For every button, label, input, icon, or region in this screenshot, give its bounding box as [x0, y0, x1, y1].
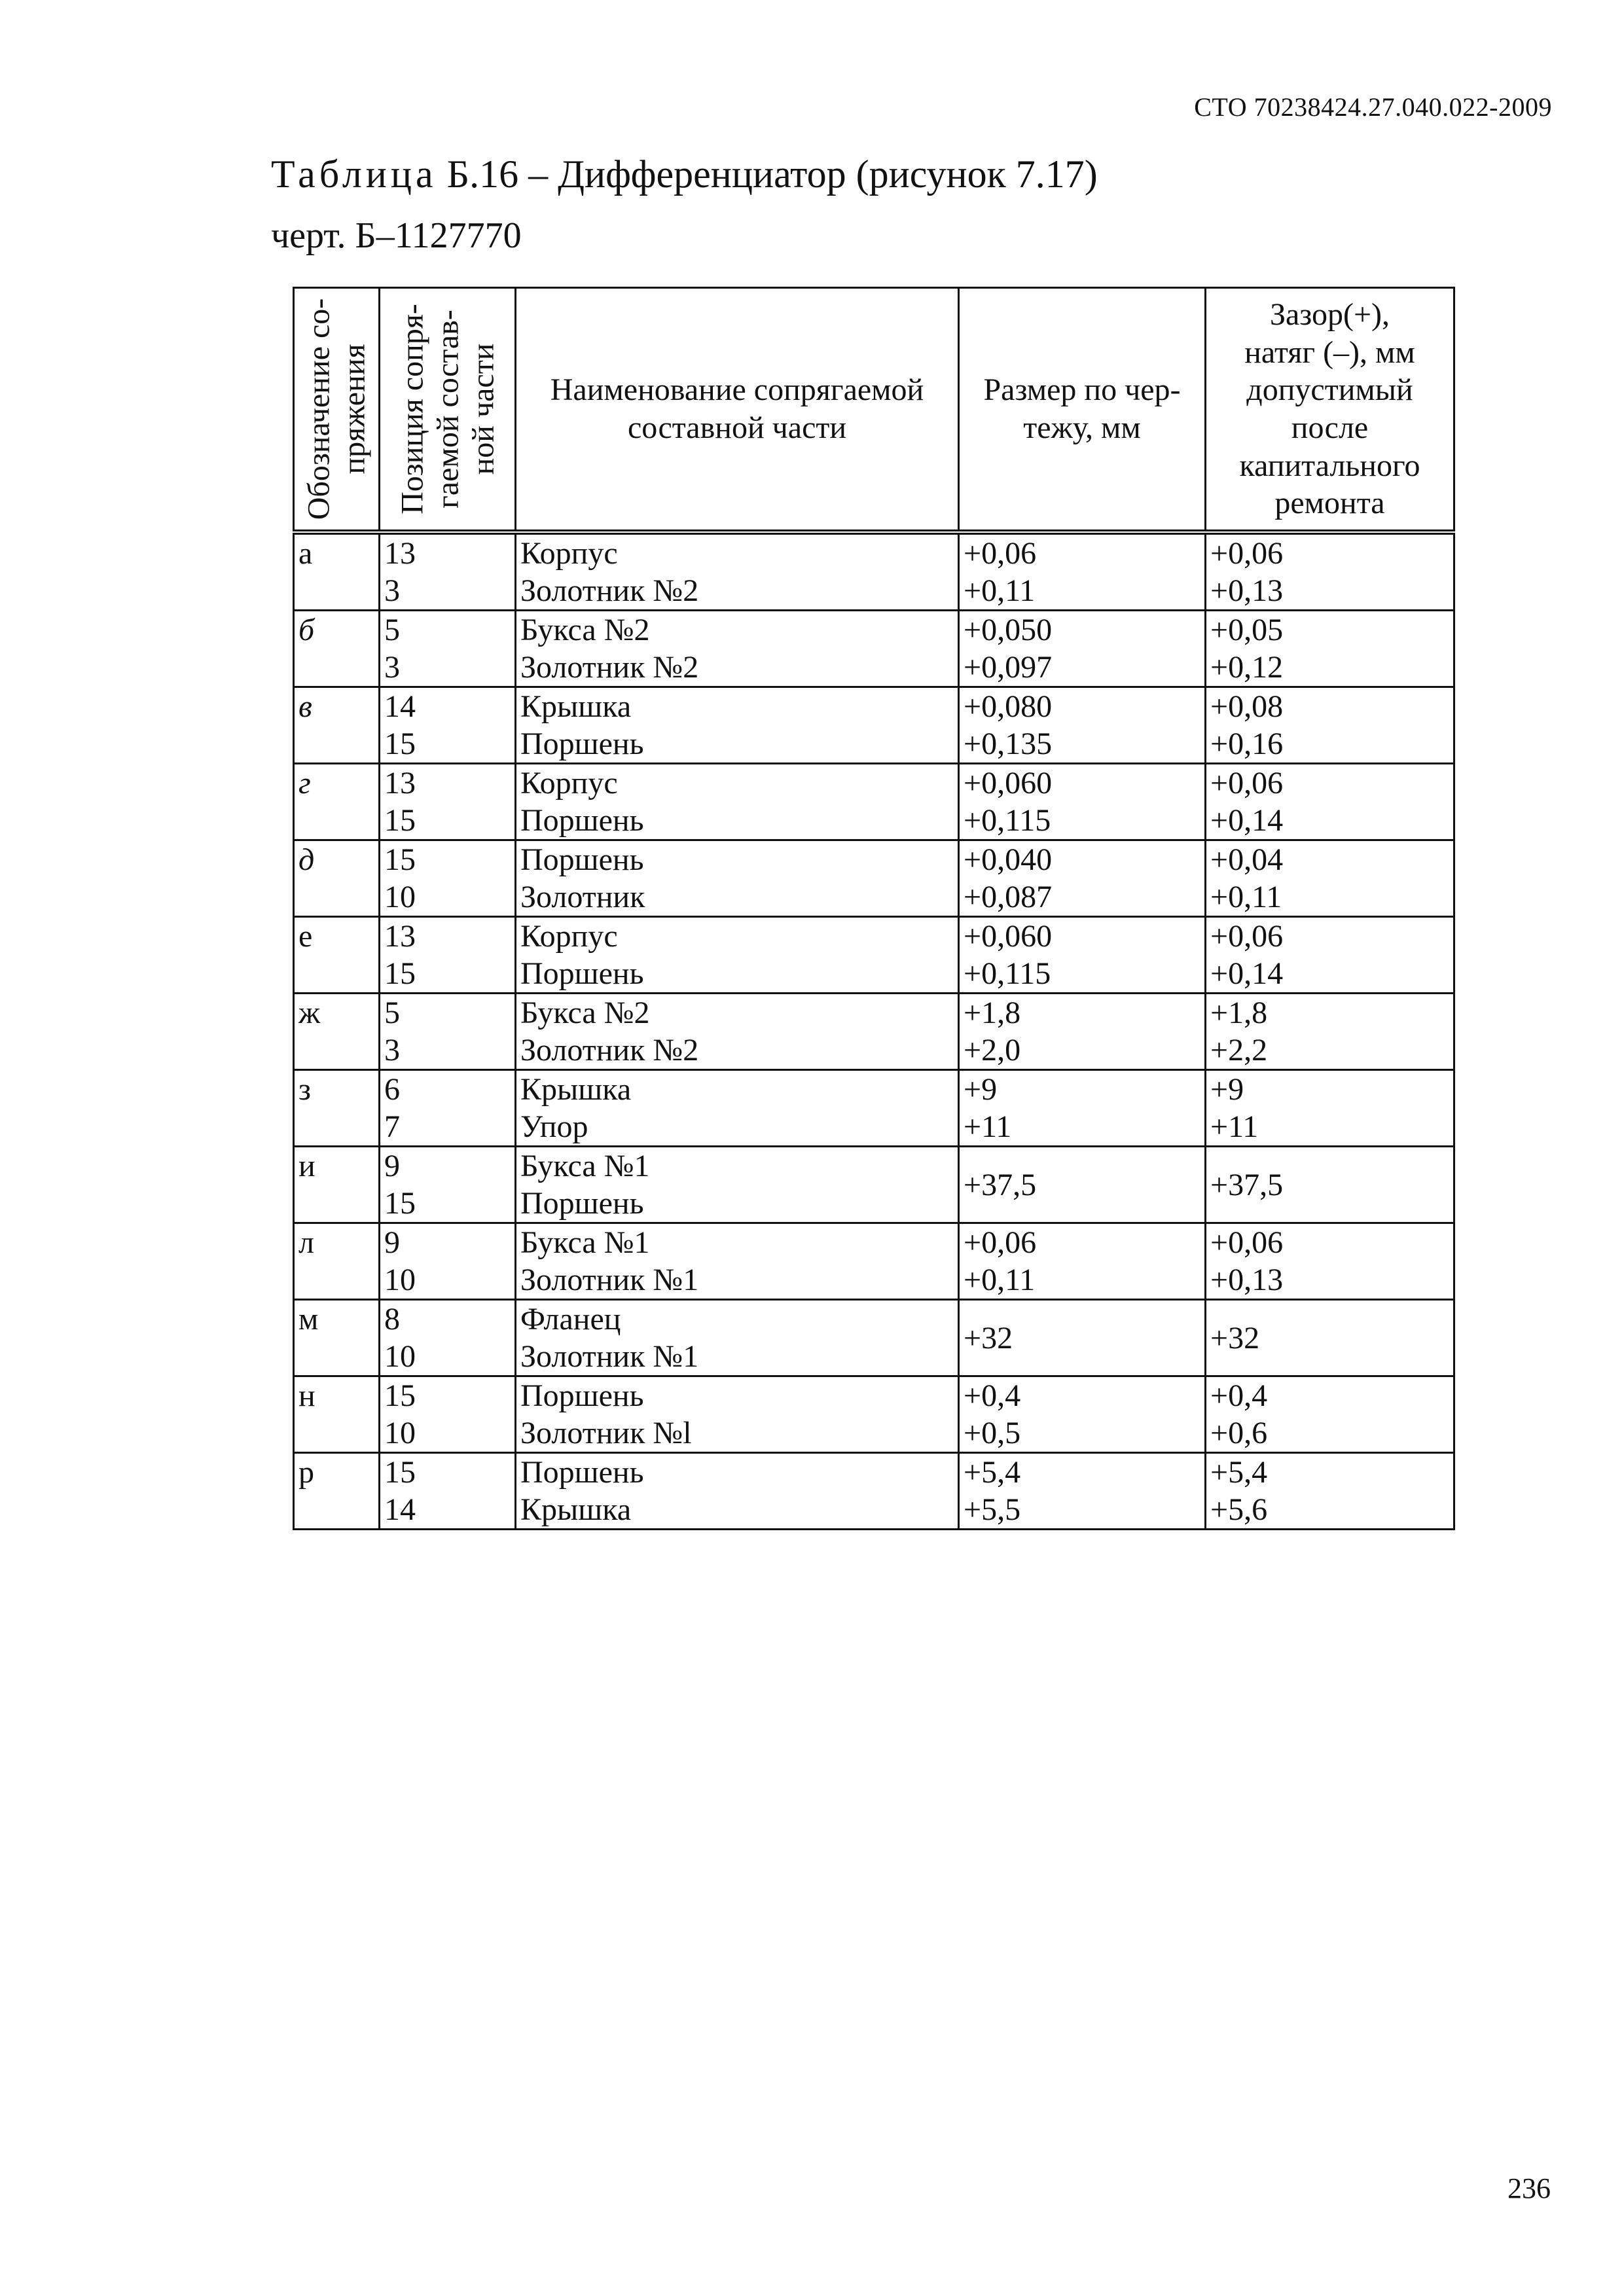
clear-value: +0,04 — [1210, 842, 1284, 877]
cell-code — [294, 917, 380, 994]
names-value: Поршень — [520, 956, 644, 991]
clear-value: +5,4 — [1210, 1455, 1268, 1490]
clear-value: +2,2 — [1210, 1033, 1268, 1067]
clear-value: +0,05 — [1210, 613, 1284, 647]
header-allowed-clearance-line: натяг (–), мм — [1244, 334, 1415, 370]
header-joint-code-line: Обозначение со- — [301, 298, 336, 520]
names-value: Фланец — [520, 1302, 621, 1336]
header-allowed-clearance-line: после — [1291, 410, 1369, 445]
clear-value: +0,13 — [1210, 1263, 1284, 1297]
cell-size — [959, 1147, 1206, 1223]
cell-clear — [1206, 1300, 1454, 1376]
pos-value: 15 — [384, 803, 416, 838]
cell-pos — [380, 1070, 516, 1147]
clear-value: +5,6 — [1210, 1492, 1268, 1527]
names-value: Золотник — [520, 880, 645, 914]
names-value: Поршень — [520, 1378, 644, 1413]
header-allowed-clearance — [1206, 288, 1454, 533]
size-value: +32 — [964, 1320, 1013, 1355]
cell-clear — [1206, 1453, 1454, 1530]
cell-names — [516, 532, 959, 611]
size-value: +0,080 — [964, 689, 1053, 724]
clear-value: +0,06 — [1210, 1225, 1284, 1260]
pos-value: 15 — [384, 1378, 416, 1413]
names-value: Золотник №1 — [520, 1339, 699, 1374]
size-value: +1,8 — [964, 996, 1021, 1030]
cell-names — [516, 1223, 959, 1300]
cell-code — [294, 1376, 380, 1453]
table-row — [294, 1147, 1454, 1223]
size-value: +0,5 — [964, 1416, 1021, 1450]
cell-names — [516, 1453, 959, 1530]
size-value: +0,087 — [964, 880, 1053, 914]
cell-names — [516, 994, 959, 1070]
clear-value: +0,06 — [1210, 766, 1284, 800]
clear-value: +9 — [1210, 1072, 1244, 1107]
clear-value: +0,6 — [1210, 1416, 1268, 1450]
cell-size — [959, 1223, 1206, 1300]
cell-names — [516, 1147, 959, 1223]
size-value: +0,115 — [964, 803, 1051, 838]
cell-pos — [380, 1147, 516, 1223]
table-row — [294, 1223, 1454, 1300]
names-value: Золотник №2 — [520, 650, 699, 685]
size-value: +0,060 — [964, 919, 1053, 954]
pos-value: 3 — [384, 650, 400, 685]
code-value: г — [298, 766, 311, 800]
table-row — [294, 687, 1454, 764]
clear-value: +32 — [1210, 1320, 1260, 1355]
pos-value: 13 — [384, 766, 416, 800]
size-value: +0,050 — [964, 613, 1053, 647]
code-value: и — [298, 1149, 316, 1183]
header-allowed-clearance-line: капитального — [1239, 448, 1420, 483]
cell-clear — [1206, 1223, 1454, 1300]
cell-size — [959, 611, 1206, 687]
names-value: Золотник №2 — [520, 573, 699, 608]
pos-value: 7 — [384, 1109, 400, 1144]
header-part-name-line: Наименование сопрягаемой — [550, 372, 924, 408]
clear-value: +37,5 — [1210, 1167, 1284, 1202]
cell-clear — [1206, 611, 1454, 687]
cell-pos — [380, 1376, 516, 1453]
pos-value: 3 — [384, 1033, 400, 1067]
cell-clear — [1206, 994, 1454, 1070]
pos-value: 9 — [384, 1225, 400, 1260]
code-value: л — [298, 1225, 314, 1260]
table-row — [294, 611, 1454, 687]
size-value: +9 — [964, 1072, 998, 1107]
clearance-table — [293, 287, 1455, 1530]
clear-value: +0,06 — [1210, 919, 1284, 954]
pos-value: 10 — [384, 1416, 416, 1450]
names-value: Поршень — [520, 842, 644, 877]
pos-value: 13 — [384, 536, 416, 571]
table-row — [294, 994, 1454, 1070]
names-value: Букса №1 — [520, 1225, 650, 1260]
table-row — [294, 840, 1454, 917]
header-allowed-clearance-line: допустимый — [1246, 372, 1413, 408]
names-value: Букса №2 — [520, 613, 650, 647]
clear-value: +0,08 — [1210, 689, 1284, 724]
cell-pos — [380, 532, 516, 611]
header-drawing-size-line: Размер по чер- — [983, 372, 1181, 408]
cell-pos — [380, 687, 516, 764]
page-number: 236 — [1507, 2172, 1551, 2204]
size-value: +0,040 — [964, 842, 1053, 877]
table-row — [294, 1376, 1454, 1453]
cell-code — [294, 687, 380, 764]
table-title-text: Б.16 – Дифференциатор (рисунок 7.17) — [446, 152, 1098, 196]
header-part-position — [380, 288, 516, 533]
cell-names — [516, 1376, 959, 1453]
cell-clear — [1206, 764, 1454, 840]
names-value: Крышка — [520, 689, 632, 724]
names-value: Поршень — [520, 803, 644, 838]
clear-value: +0,12 — [1210, 650, 1284, 685]
cell-names — [516, 764, 959, 840]
header-part-name-line: составной части — [627, 410, 847, 445]
cell-size — [959, 994, 1206, 1070]
names-value: Поршень — [520, 726, 644, 761]
cell-code — [294, 1147, 380, 1223]
header-allowed-clearance-line: Зазор(+), — [1269, 297, 1390, 332]
names-value: Поршень — [520, 1186, 644, 1221]
cell-clear — [1206, 1147, 1454, 1223]
code-value: ж — [298, 996, 321, 1030]
header-part-position-line: ной части — [465, 343, 500, 475]
cell-pos — [380, 1300, 516, 1376]
table-row — [294, 1453, 1454, 1530]
size-value: +0,4 — [964, 1378, 1021, 1413]
size-value: +5,5 — [964, 1492, 1021, 1527]
cell-names — [516, 917, 959, 994]
header-part-position-line: гаемой состав- — [429, 310, 465, 509]
cell-code — [294, 840, 380, 917]
pos-value: 6 — [384, 1072, 400, 1107]
pos-value: 14 — [384, 1492, 416, 1527]
code-value: е — [298, 919, 313, 954]
size-value: +0,115 — [964, 956, 1051, 991]
cell-size — [959, 1453, 1206, 1530]
names-value: Поршень — [520, 1455, 644, 1490]
size-value: +0,11 — [964, 1263, 1036, 1297]
cell-pos — [380, 917, 516, 994]
cell-code — [294, 532, 380, 611]
size-value: +0,060 — [964, 766, 1053, 800]
pos-value: 10 — [384, 1263, 416, 1297]
pos-value: 13 — [384, 919, 416, 954]
pos-value: 15 — [384, 1186, 416, 1221]
cell-names — [516, 840, 959, 917]
cell-names — [516, 1300, 959, 1376]
pos-value: 8 — [384, 1302, 400, 1336]
table-row — [294, 917, 1454, 994]
code-value: р — [298, 1455, 314, 1490]
pos-value: 5 — [384, 613, 400, 647]
size-value: +0,06 — [964, 536, 1037, 571]
cell-clear — [1206, 917, 1454, 994]
pos-value: 10 — [384, 1339, 416, 1374]
cell-clear — [1206, 532, 1454, 611]
cell-size — [959, 532, 1206, 611]
size-value: +0,06 — [964, 1225, 1037, 1260]
clear-value: +0,16 — [1210, 726, 1284, 761]
size-value: +0,135 — [964, 726, 1053, 761]
pos-value: 15 — [384, 726, 416, 761]
pos-value: 15 — [384, 956, 416, 991]
cell-clear — [1206, 1376, 1454, 1453]
names-value: Букса №1 — [520, 1149, 650, 1183]
clear-value: +0,11 — [1210, 880, 1282, 914]
cell-pos — [380, 1223, 516, 1300]
table-header-row — [294, 288, 1454, 533]
cell-names — [516, 687, 959, 764]
names-value: Корпус — [520, 766, 618, 800]
pos-value: 9 — [384, 1149, 400, 1183]
cell-pos — [380, 994, 516, 1070]
cell-size — [959, 1070, 1206, 1147]
code-value: а — [298, 536, 313, 571]
pos-value: 14 — [384, 689, 416, 724]
names-value: Крышка — [520, 1492, 632, 1527]
code-value: б — [298, 613, 315, 647]
cell-pos — [380, 764, 516, 840]
clear-value: +0,14 — [1210, 803, 1284, 838]
header-joint-code — [294, 288, 380, 533]
cell-code — [294, 1300, 380, 1376]
cell-size — [959, 1300, 1206, 1376]
code-value: з — [298, 1072, 311, 1107]
names-value: Букса №2 — [520, 996, 650, 1030]
table-row — [294, 1070, 1454, 1147]
cell-size — [959, 764, 1206, 840]
cell-pos — [380, 840, 516, 917]
size-value: +5,4 — [964, 1455, 1021, 1490]
names-value: Корпус — [520, 536, 618, 571]
code-value: д — [298, 842, 315, 877]
names-value: Упор — [520, 1109, 588, 1144]
header-part-name — [516, 288, 959, 533]
cell-names — [516, 611, 959, 687]
names-value: Золотник №l — [520, 1416, 692, 1450]
cell-code — [294, 611, 380, 687]
names-value: Корпус — [520, 919, 618, 954]
code-value: в — [298, 689, 312, 724]
cell-clear — [1206, 1070, 1454, 1147]
cell-code — [294, 1070, 380, 1147]
document-code: СТО 70238424.27.040.022-2009 — [1194, 92, 1552, 122]
pos-value: 10 — [384, 880, 416, 914]
cell-pos — [380, 611, 516, 687]
cell-clear — [1206, 687, 1454, 764]
clear-value: +11 — [1210, 1109, 1259, 1144]
clear-value: +0,06 — [1210, 536, 1284, 571]
cell-size — [959, 687, 1206, 764]
clear-value: +0,14 — [1210, 956, 1284, 991]
table-row — [294, 532, 1454, 611]
table-body — [294, 532, 1454, 1530]
cell-code — [294, 764, 380, 840]
size-value: +0,11 — [964, 573, 1036, 608]
clear-value: +1,8 — [1210, 996, 1268, 1030]
size-value: +0,097 — [964, 650, 1053, 685]
pos-value: 15 — [384, 842, 416, 877]
table-row — [294, 1300, 1454, 1376]
header-drawing-size-line: тежу, мм — [1023, 410, 1141, 445]
size-value: +2,0 — [964, 1033, 1021, 1067]
pos-value: 5 — [384, 996, 400, 1030]
cell-code — [294, 994, 380, 1070]
header-allowed-clearance-line: ремонта — [1274, 486, 1385, 521]
table-title — [271, 152, 1098, 197]
cell-size — [959, 1376, 1206, 1453]
size-value: +37,5 — [964, 1167, 1037, 1202]
size-value: +11 — [964, 1109, 1012, 1144]
header-drawing-size — [959, 288, 1206, 533]
cell-pos — [380, 1453, 516, 1530]
header-joint-code-line: пряжения — [336, 344, 371, 475]
cell-clear — [1206, 840, 1454, 917]
code-value: м — [298, 1302, 319, 1336]
code-value: н — [298, 1378, 316, 1413]
table-title-prefix: Таблица — [271, 152, 437, 196]
cell-code — [294, 1453, 380, 1530]
cell-code — [294, 1223, 380, 1300]
cell-size — [959, 917, 1206, 994]
pos-value: 15 — [384, 1455, 416, 1490]
cell-size — [959, 840, 1206, 917]
pos-value: 3 — [384, 573, 400, 608]
cell-names — [516, 1070, 959, 1147]
names-value: Крышка — [520, 1072, 632, 1107]
table-row — [294, 764, 1454, 840]
drawing-reference: черт. Б–1127770 — [271, 215, 522, 256]
names-value: Золотник №1 — [520, 1263, 699, 1297]
clear-value: +0,4 — [1210, 1378, 1268, 1413]
clear-value: +0,13 — [1210, 573, 1284, 608]
names-value: Золотник №2 — [520, 1033, 699, 1067]
header-part-position-line: Позиция сопря- — [394, 304, 429, 514]
